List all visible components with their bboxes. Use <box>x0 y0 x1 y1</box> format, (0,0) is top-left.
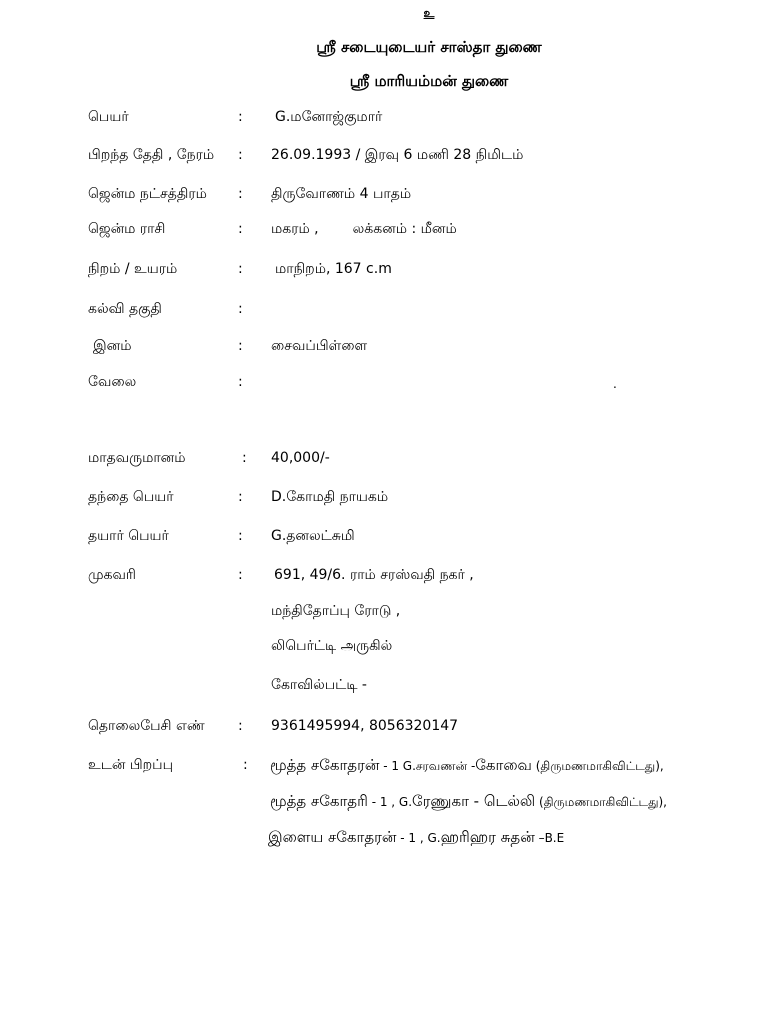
birth-value: 26.09.1993 / இரவு 6 மணி 28 நிமிடம் <box>271 147 524 163</box>
siblings-label: உடன் பிறப்பு <box>88 757 174 773</box>
sibling-2-status: (திருமணமாகிவிட்டது), <box>535 795 667 809</box>
rasi-value-a: மகரம் , <box>271 221 319 237</box>
mother-value: G.தனலட்சுமி <box>271 528 355 544</box>
income-label: மாதவருமானம் <box>88 450 186 466</box>
rasi-value <box>271 221 457 239</box>
birth-colon: : <box>238 147 243 163</box>
caste-colon: : <box>238 338 243 354</box>
education-colon: : <box>238 301 243 317</box>
address-line-2: மந்திதோப்பு ரோடு , <box>271 603 401 619</box>
address-label: முகவரி <box>88 567 136 583</box>
title-sastha: ஸ்ரீ சடையுடையர் சாஸ்தா துணை <box>316 38 542 56</box>
caste-value: சைவப்பிள்ளை <box>271 338 368 354</box>
siblings-colon: : <box>243 757 248 773</box>
income-colon: : <box>242 450 247 466</box>
education-label: கல்வி தகுதி <box>88 301 162 317</box>
sibling-2-name-place: ரேணுகா - டெல்லி <box>412 792 536 810</box>
lagnam-value: லக்கனம் : மீனம் <box>352 221 457 237</box>
address-line-4: கோவில்பட்டி - <box>271 677 367 693</box>
father-label: தந்தை பெயர் <box>88 489 174 505</box>
star-value: திருவோணம் 4 பாதம் <box>271 186 412 202</box>
complexion-colon: : <box>238 261 243 277</box>
sibling-item-1 <box>270 756 664 776</box>
sibling-1-count-name: - 1 G.சரவணன் - <box>379 759 476 773</box>
om-symbol: உ <box>423 6 435 20</box>
phone-value: 9361495994, 8056320147 <box>271 718 459 734</box>
sibling-1-place: கோவை <box>475 756 532 774</box>
job-colon: : <box>238 374 243 390</box>
complexion-label: நிறம் / உயரம் <box>88 261 178 277</box>
sibling-2-count: - 1 , G. <box>367 795 413 809</box>
sibling-3-relation: இளைய சகோதரன் <box>268 828 397 846</box>
job-trailing-dot: . <box>613 377 617 391</box>
mother-label: தயார் பெயர் <box>88 528 169 544</box>
name-value: G.மனோஜ்குமார் <box>275 109 383 125</box>
birth-label: பிறந்த தேதி , நேரம் <box>88 147 215 163</box>
name-label: பெயர் <box>88 109 129 125</box>
sibling-item-3 <box>268 828 564 848</box>
address-line-3: லிபெர்ட்டி அருகில் <box>271 638 393 654</box>
father-value: D.கோமதி நாயகம் <box>271 489 389 505</box>
title-mariamman: ஸ்ரீ மாரியம்மன் துணை <box>349 72 509 90</box>
phone-colon: : <box>238 718 243 734</box>
star-label: ஜென்ம நட்சத்திரம் <box>88 186 207 202</box>
complexion-value: மாநிறம், 167 c.m <box>275 261 392 277</box>
sibling-1-status: (திருமணமாகிவிட்டது), <box>531 759 664 773</box>
address-line-1: 691, 49/6. ராம் சரஸ்வதி நகர் , <box>274 567 474 583</box>
mother-colon: : <box>238 528 243 544</box>
sibling-1-relation: மூத்த சகோதரன் <box>270 756 380 774</box>
star-colon: : <box>238 186 243 202</box>
job-label: வேலை <box>88 374 137 390</box>
income-value: 40,000/- <box>271 450 330 466</box>
caste-label: இனம் <box>93 338 132 354</box>
address-colon: : <box>238 567 243 583</box>
father-colon: : <box>238 489 243 505</box>
sibling-2-relation: மூத்த சகோதரி <box>270 792 368 810</box>
sibling-3-qualification: –B.E <box>534 831 565 845</box>
sibling-3-name: ஹரிஹர சுதன் <box>440 828 535 846</box>
rasi-label: ஜென்ம ராசி <box>88 221 166 237</box>
phone-label: தொலைபேசி எண் <box>88 718 205 734</box>
rasi-colon: : <box>238 221 243 237</box>
sibling-3-count: - 1 , G. <box>396 831 441 845</box>
sibling-item-2 <box>270 792 667 812</box>
name-colon: : <box>238 109 243 125</box>
